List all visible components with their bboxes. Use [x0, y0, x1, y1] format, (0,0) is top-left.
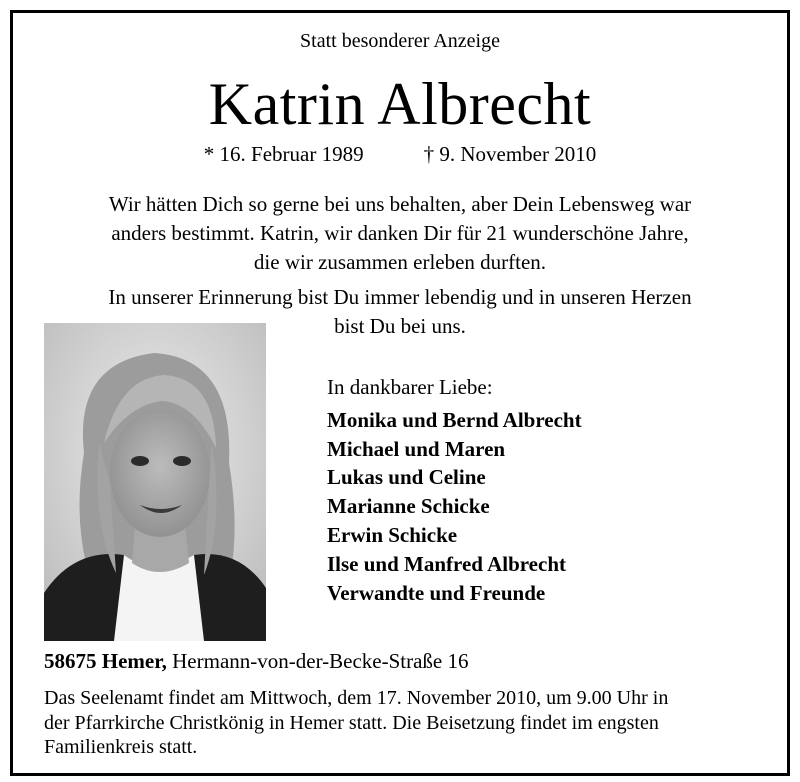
family-member: Ilse und Manfred Albrecht	[327, 551, 566, 576]
family-member: Lukas und Celine	[327, 465, 486, 490]
address-street: Hermann-von-der-Becke-Straße 16	[172, 649, 469, 673]
service-note	[44, 686, 764, 760]
family-member: Monika und Bernd Albrecht	[327, 407, 582, 432]
family-member: Michael und Maren	[327, 436, 506, 461]
portrait-image	[44, 323, 266, 641]
address-city: 58675 Hemer,	[44, 649, 167, 673]
birth-date: * 16. Februar 1989	[203, 142, 364, 166]
family-lead: In dankbarer Liebe:	[327, 375, 493, 399]
service-line: der Pfarrkirche Christkönig in Hemer statt. Die Beisetzung findet im engsten	[44, 711, 659, 734]
family-list	[327, 373, 582, 607]
memory-line: In unserer Erinnerung bist Du immer lebendig und in unseren Herzen	[108, 285, 692, 309]
address	[44, 649, 469, 674]
life-dates	[0, 142, 800, 167]
death-date: † 9. November 2010	[423, 142, 597, 166]
intro-text: Statt besonderer Anzeige	[300, 30, 500, 52]
farewell-line: Wir hätten Dich so gerne bei uns behalten, aber Dein Lebensweg war	[108, 192, 692, 216]
farewell-paragraph	[0, 190, 800, 277]
family-member: Erwin Schicke	[327, 522, 458, 547]
service-line: Das Seelenamt findet am Mittwoch, dem 17. November 2010, um 9.00 Uhr in	[44, 687, 669, 709]
service-line: Familienkreis statt.	[44, 736, 198, 758]
deceased-name: Katrin Albrecht	[208, 71, 592, 137]
farewell-line: die wir zusammen erleben durften.	[253, 250, 547, 274]
family-member: Marianne Schicke	[327, 494, 490, 519]
portrait-photo	[44, 323, 266, 641]
memory-line: bist Du bei uns.	[334, 314, 466, 338]
farewell-line: anders bestimmt. Katrin, wir danken Dir für 21 wunderschöne Jahre,	[111, 221, 689, 245]
family-member: Verwandte und Freunde	[327, 580, 546, 605]
